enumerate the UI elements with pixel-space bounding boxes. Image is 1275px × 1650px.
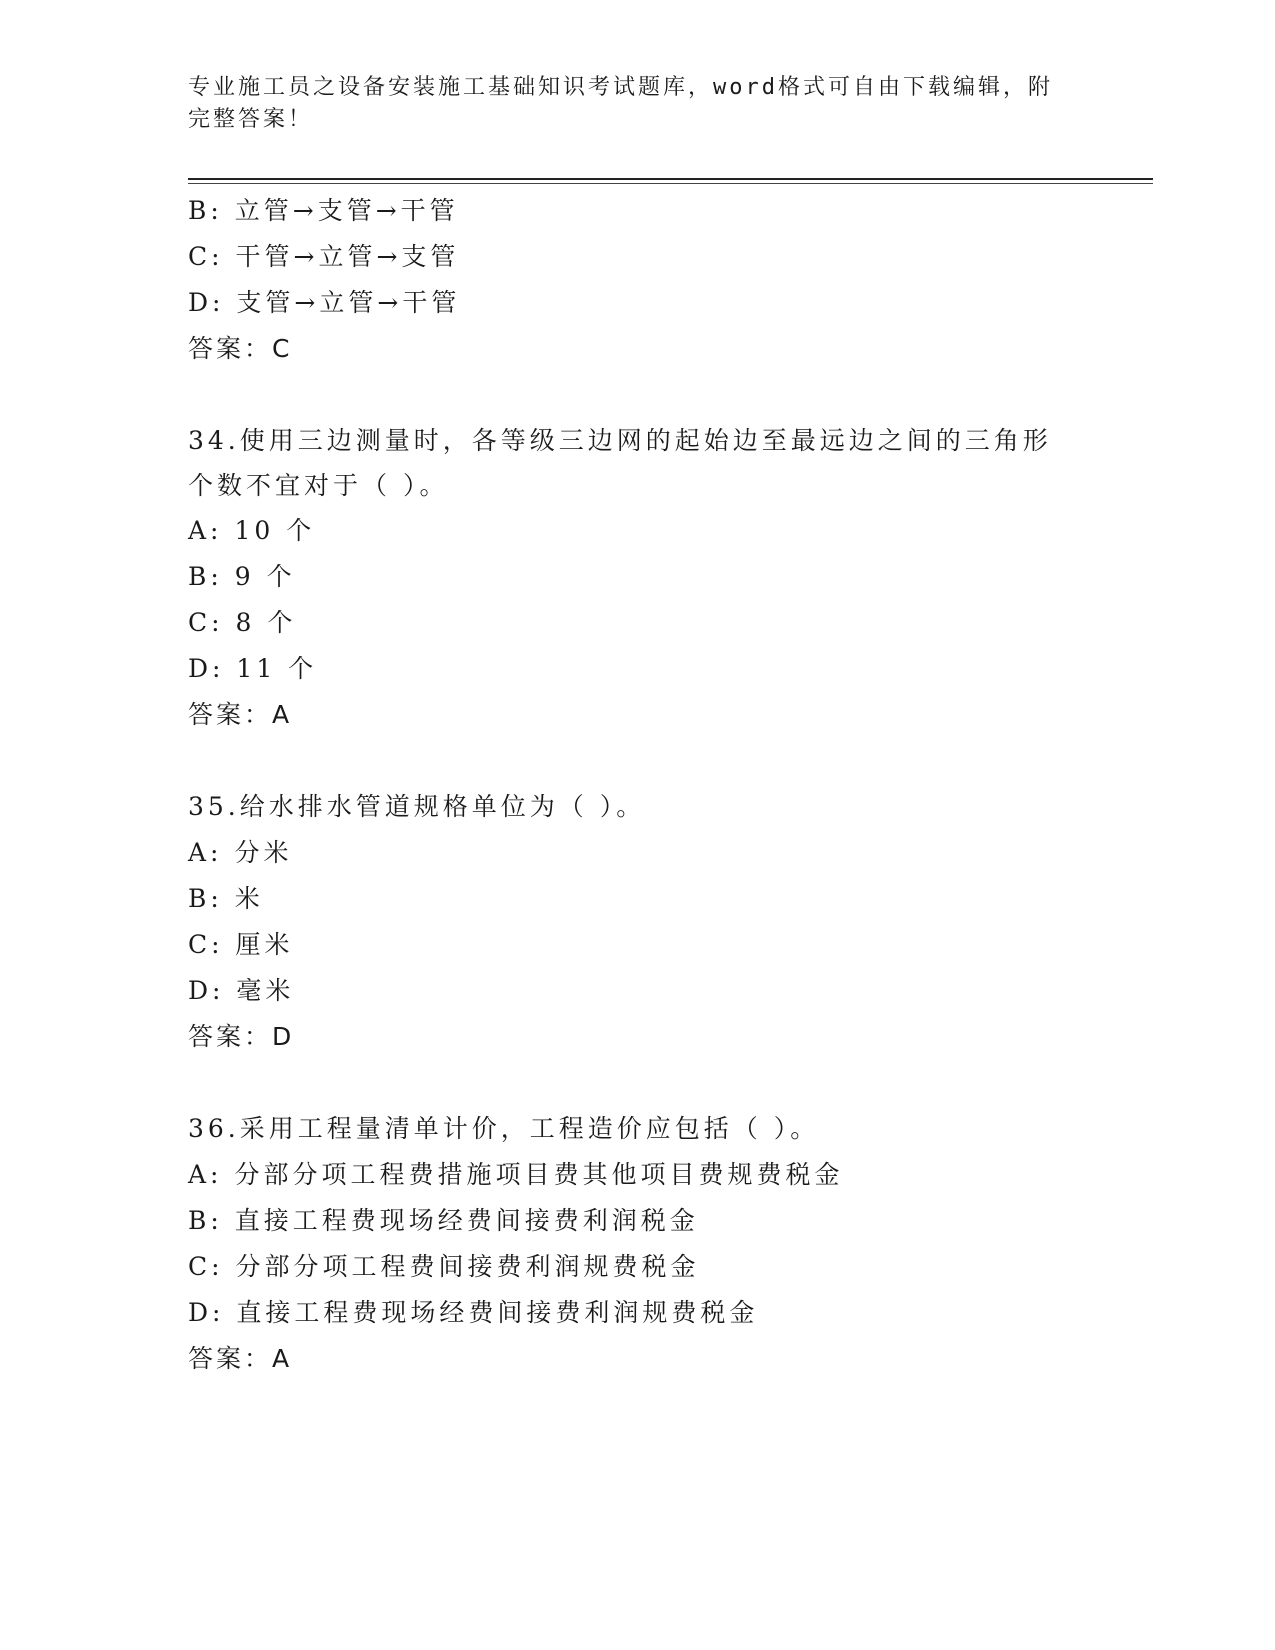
question-text: 给水排水管道规格单位为（ ）。: [239, 792, 646, 821]
question-stem: [188, 784, 1088, 830]
option-letter: C:: [188, 608, 224, 637]
option-text: 分部分项工程费措施项目费其他项目费规费税金: [234, 1160, 844, 1189]
option-text: 8 个: [235, 608, 297, 637]
option-a: [188, 830, 1088, 876]
option-text: 毫米: [236, 976, 295, 1005]
answer-label: 答案：: [188, 1022, 273, 1051]
option-text: 分部分项工程费间接费利润规费税金: [235, 1252, 700, 1281]
question-36: [188, 1106, 1088, 1382]
option-c: [188, 922, 1088, 968]
question-list: [188, 188, 1088, 1382]
option-letter: B:: [188, 196, 223, 225]
option-letter: C:: [188, 242, 224, 271]
question-35: [188, 784, 1088, 1060]
option-text: 11 个: [236, 654, 318, 683]
spacer: [188, 738, 1088, 784]
option-letter: A:: [188, 1160, 223, 1189]
header-rule-thin: [188, 183, 1153, 184]
answer-label: 答案：: [188, 1344, 273, 1373]
option-a: [188, 508, 1088, 554]
header-rule-thick: [188, 178, 1153, 180]
question-stem: [188, 418, 1068, 508]
spacer: [188, 372, 1088, 418]
option-text: 9 个: [234, 562, 296, 591]
option-text: 厘米: [235, 930, 294, 959]
answer-value: C: [272, 334, 293, 363]
answer-value: A: [272, 700, 293, 729]
option-letter: B:: [188, 1206, 223, 1235]
option-d: [188, 1290, 1088, 1336]
option-text: 立管→支管→干管: [234, 196, 459, 225]
option-c: [188, 600, 1088, 646]
question-stem: [188, 1106, 1088, 1152]
option-letter: D:: [188, 976, 225, 1005]
answer-value: A: [272, 1344, 293, 1373]
option-letter: A:: [188, 838, 223, 867]
option-b: [188, 1198, 1088, 1244]
option-c: [188, 1244, 1088, 1290]
answer-line: [188, 326, 1088, 372]
option-c: [188, 234, 1088, 280]
option-text: 分米: [234, 838, 293, 867]
option-text: 干管→立管→支管: [235, 242, 460, 271]
answer-line: [188, 1014, 1088, 1060]
option-letter: D:: [188, 1298, 225, 1327]
document-header: [188, 72, 1068, 136]
option-a: [188, 1152, 1088, 1198]
option-d: [188, 280, 1088, 326]
spacer: [188, 1060, 1088, 1106]
prev-question: [188, 188, 1088, 372]
option-letter: D:: [188, 654, 225, 683]
option-text: 米: [234, 884, 264, 913]
option-letter: B:: [188, 884, 223, 913]
answer-value: D: [272, 1022, 295, 1051]
option-text: 支管→立管→干管: [236, 288, 461, 317]
question-number: 34.: [188, 426, 240, 455]
question-text: 使用三边测量时，各等级三边网的起始边至最远边之间的三角形个数不宜对于（ ）。: [188, 426, 1052, 500]
option-b: [188, 876, 1088, 922]
question-number: 36.: [188, 1114, 240, 1143]
header-title: 专业施工员之设备安装施工基础知识考试题库，word格式可自由下载编辑，附完整答案！: [188, 75, 1053, 132]
answer-line: [188, 1336, 1088, 1382]
answer-label: 答案：: [188, 334, 273, 363]
answer-label: 答案：: [188, 700, 273, 729]
option-d: [188, 968, 1088, 1014]
option-text: 10 个: [234, 516, 316, 545]
option-b: [188, 188, 1088, 234]
question-text: 采用工程量清单计价，工程造价应包括（ ）。: [239, 1114, 820, 1143]
option-text: 直接工程费现场经费间接费利润规费税金: [236, 1298, 759, 1327]
option-letter: A:: [188, 516, 223, 545]
option-d: [188, 646, 1088, 692]
question-34: [188, 418, 1088, 738]
option-letter: C:: [188, 930, 224, 959]
answer-line: [188, 692, 1088, 738]
option-text: 直接工程费现场经费间接费利润税金: [234, 1206, 699, 1235]
question-number: 35.: [188, 792, 240, 821]
option-letter: C:: [188, 1252, 224, 1281]
option-letter: D:: [188, 288, 225, 317]
option-letter: B:: [188, 562, 223, 591]
option-b: [188, 554, 1088, 600]
